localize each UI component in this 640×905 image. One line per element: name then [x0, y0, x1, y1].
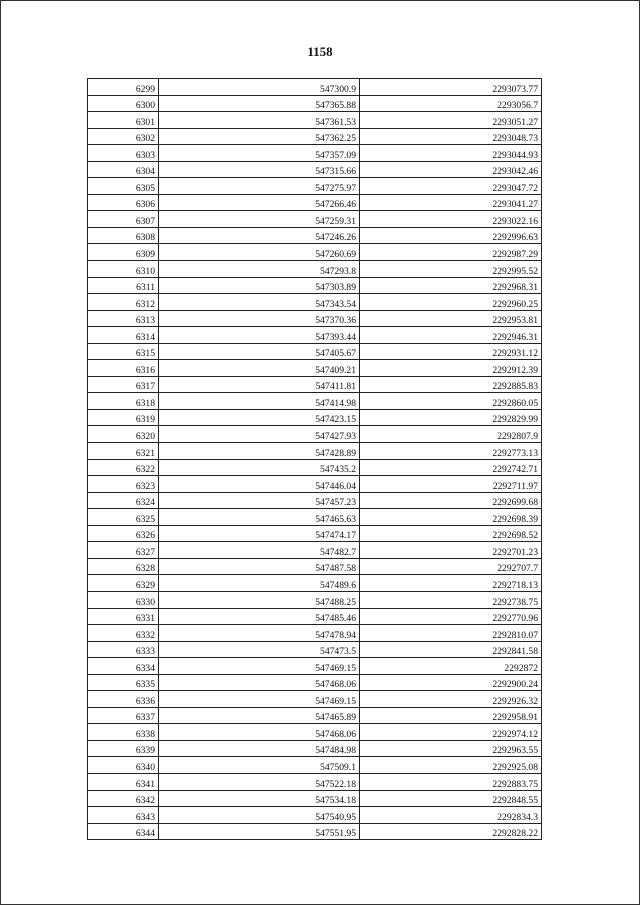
x-coordinate-cell: 547484.98	[159, 740, 360, 757]
point-id-cell: 6328	[88, 558, 159, 575]
table-row	[88, 376, 542, 393]
y-coordinate-cell: 2292773.13	[360, 443, 542, 460]
table-row	[88, 294, 542, 311]
y-coordinate-cell: 2293022.16	[360, 211, 542, 228]
point-id-cell: 6305	[88, 178, 159, 195]
x-coordinate-cell: 547482.7	[159, 542, 360, 559]
y-coordinate-cell: 2292912.39	[360, 360, 542, 377]
x-coordinate-cell: 547266.46	[159, 194, 360, 211]
point-id-cell: 6307	[88, 211, 159, 228]
table-row	[88, 343, 542, 360]
y-coordinate-cell: 2292987.29	[360, 244, 542, 261]
x-coordinate-cell: 547300.9	[159, 79, 360, 96]
table-row	[88, 178, 542, 195]
point-id-cell: 6319	[88, 409, 159, 426]
page-number: 1158	[307, 44, 333, 59]
table-row	[88, 658, 542, 675]
x-coordinate-cell: 547540.95	[159, 807, 360, 824]
y-coordinate-cell: 2292828.22	[360, 823, 542, 840]
point-id-cell: 6327	[88, 542, 159, 559]
table-row	[88, 773, 542, 790]
x-coordinate-cell: 547478.94	[159, 625, 360, 642]
y-coordinate-cell: 2292834.3	[360, 807, 542, 824]
point-id-cell: 6315	[88, 343, 159, 360]
table-row	[88, 459, 542, 476]
point-id-cell: 6337	[88, 707, 159, 724]
x-coordinate-cell: 547411.81	[159, 376, 360, 393]
y-coordinate-cell: 2292996.63	[360, 227, 542, 244]
point-id-cell: 6329	[88, 575, 159, 592]
x-coordinate-cell: 547423.15	[159, 409, 360, 426]
x-coordinate-cell: 547551.95	[159, 823, 360, 840]
x-coordinate-cell: 547485.46	[159, 608, 360, 625]
y-coordinate-cell: 2292829.99	[360, 409, 542, 426]
table-row	[88, 310, 542, 327]
point-id-cell: 6316	[88, 360, 159, 377]
x-coordinate-cell: 547469.15	[159, 658, 360, 675]
point-id-cell: 6324	[88, 492, 159, 509]
table-row	[88, 443, 542, 460]
table-row	[88, 740, 542, 757]
y-coordinate-cell: 2292960.25	[360, 294, 542, 311]
y-coordinate-cell: 2293042.46	[360, 161, 542, 178]
table-row	[88, 327, 542, 344]
y-coordinate-cell: 2292883.75	[360, 773, 542, 790]
y-coordinate-cell: 2292885.83	[360, 376, 542, 393]
x-coordinate-cell: 547468.06	[159, 724, 360, 741]
table-row	[88, 757, 542, 774]
point-id-cell: 6309	[88, 244, 159, 261]
point-id-cell: 6310	[88, 261, 159, 278]
table-row	[88, 128, 542, 145]
point-id-cell: 6334	[88, 658, 159, 675]
table-row	[88, 790, 542, 807]
x-coordinate-cell: 547361.53	[159, 112, 360, 129]
table-row	[88, 112, 542, 129]
x-coordinate-cell: 547246.26	[159, 227, 360, 244]
table-row	[88, 707, 542, 724]
x-coordinate-cell: 547357.09	[159, 145, 360, 162]
point-id-cell: 6308	[88, 227, 159, 244]
point-id-cell: 6325	[88, 509, 159, 526]
x-coordinate-cell: 547435.2	[159, 459, 360, 476]
y-coordinate-cell: 2292931.12	[360, 343, 542, 360]
y-coordinate-cell: 2292711.97	[360, 476, 542, 493]
point-id-cell: 6333	[88, 641, 159, 658]
table-row	[88, 525, 542, 542]
table-row	[88, 724, 542, 741]
y-coordinate-cell: 2293041.27	[360, 194, 542, 211]
table-row	[88, 277, 542, 294]
point-id-cell: 6303	[88, 145, 159, 162]
table-row	[88, 691, 542, 708]
point-id-cell: 6332	[88, 625, 159, 642]
table-row	[88, 261, 542, 278]
y-coordinate-cell: 2292718.13	[360, 575, 542, 592]
y-coordinate-cell: 2293047.72	[360, 178, 542, 195]
x-coordinate-cell: 547315.66	[159, 161, 360, 178]
point-id-cell: 6318	[88, 393, 159, 410]
point-id-cell: 6343	[88, 807, 159, 824]
point-id-cell: 6320	[88, 426, 159, 443]
y-coordinate-cell: 2292807.9	[360, 426, 542, 443]
x-coordinate-cell: 547473.5	[159, 641, 360, 658]
y-coordinate-cell: 2292841.58	[360, 641, 542, 658]
x-coordinate-cell: 547293.8	[159, 261, 360, 278]
x-coordinate-cell: 547427.93	[159, 426, 360, 443]
y-coordinate-cell: 2292698.39	[360, 509, 542, 526]
table-row	[88, 409, 542, 426]
y-coordinate-cell: 2292968.31	[360, 277, 542, 294]
y-coordinate-cell: 2292925.08	[360, 757, 542, 774]
y-coordinate-cell: 2292848.55	[360, 790, 542, 807]
table-row	[88, 360, 542, 377]
x-coordinate-cell: 547414.98	[159, 393, 360, 410]
point-id-cell: 6342	[88, 790, 159, 807]
x-coordinate-cell: 547365.88	[159, 95, 360, 112]
point-id-cell: 6339	[88, 740, 159, 757]
y-coordinate-cell: 2293051.27	[360, 112, 542, 129]
table-row	[88, 509, 542, 526]
x-coordinate-cell: 547474.17	[159, 525, 360, 542]
table-row	[88, 807, 542, 824]
table-row	[88, 95, 542, 112]
x-coordinate-cell: 547405.67	[159, 343, 360, 360]
table-row	[88, 591, 542, 608]
table-row	[88, 641, 542, 658]
x-coordinate-cell: 547393.44	[159, 327, 360, 344]
y-coordinate-cell: 2292872	[360, 658, 542, 675]
table-row	[88, 492, 542, 509]
coordinates-table	[87, 78, 542, 840]
table-row	[88, 194, 542, 211]
point-id-cell: 6338	[88, 724, 159, 741]
point-id-cell: 6326	[88, 525, 159, 542]
x-coordinate-cell: 547489.6	[159, 575, 360, 592]
x-coordinate-cell: 547446.04	[159, 476, 360, 493]
x-coordinate-cell: 547534.18	[159, 790, 360, 807]
point-id-cell: 6314	[88, 327, 159, 344]
y-coordinate-cell: 2292701.23	[360, 542, 542, 559]
table-row	[88, 558, 542, 575]
x-coordinate-cell: 547457.23	[159, 492, 360, 509]
point-id-cell: 6336	[88, 691, 159, 708]
y-coordinate-cell: 2292738.75	[360, 591, 542, 608]
x-coordinate-cell: 547469.15	[159, 691, 360, 708]
table-row	[88, 145, 542, 162]
y-coordinate-cell: 2292958.91	[360, 707, 542, 724]
table-row	[88, 393, 542, 410]
x-coordinate-cell: 547509.1	[159, 757, 360, 774]
point-id-cell: 6300	[88, 95, 159, 112]
point-id-cell: 6321	[88, 443, 159, 460]
point-id-cell: 6299	[88, 79, 159, 96]
table-row	[88, 211, 542, 228]
y-coordinate-cell: 2292953.81	[360, 310, 542, 327]
point-id-cell: 6340	[88, 757, 159, 774]
x-coordinate-cell: 547465.89	[159, 707, 360, 724]
x-coordinate-cell: 547275.97	[159, 178, 360, 195]
y-coordinate-cell: 2292699.68	[360, 492, 542, 509]
point-id-cell: 6312	[88, 294, 159, 311]
table-row	[88, 161, 542, 178]
point-id-cell: 6311	[88, 277, 159, 294]
x-coordinate-cell: 547260.69	[159, 244, 360, 261]
x-coordinate-cell: 547362.25	[159, 128, 360, 145]
x-coordinate-cell: 547488.25	[159, 591, 360, 608]
y-coordinate-cell: 2293048.73	[360, 128, 542, 145]
x-coordinate-cell: 547465.63	[159, 509, 360, 526]
table-row	[88, 426, 542, 443]
y-coordinate-cell: 2293056.7	[360, 95, 542, 112]
y-coordinate-cell: 2292860.05	[360, 393, 542, 410]
y-coordinate-cell: 2293044.93	[360, 145, 542, 162]
y-coordinate-cell: 2292974.12	[360, 724, 542, 741]
point-id-cell: 6317	[88, 376, 159, 393]
point-id-cell: 6302	[88, 128, 159, 145]
point-id-cell: 6341	[88, 773, 159, 790]
y-coordinate-cell: 2292742.71	[360, 459, 542, 476]
table-row	[88, 542, 542, 559]
y-coordinate-cell: 2293073.77	[360, 79, 542, 96]
x-coordinate-cell: 547303.89	[159, 277, 360, 294]
table-row	[88, 823, 542, 840]
y-coordinate-cell: 2292698.52	[360, 525, 542, 542]
point-id-cell: 6306	[88, 194, 159, 211]
coordinates-table-body	[88, 79, 542, 840]
point-id-cell: 6335	[88, 674, 159, 691]
x-coordinate-cell: 547370.36	[159, 310, 360, 327]
y-coordinate-cell: 2292995.52	[360, 261, 542, 278]
x-coordinate-cell: 547428.89	[159, 443, 360, 460]
x-coordinate-cell: 547259.31	[159, 211, 360, 228]
table-row	[88, 608, 542, 625]
table-row	[88, 244, 542, 261]
table-row	[88, 79, 542, 96]
point-id-cell: 6344	[88, 823, 159, 840]
y-coordinate-cell: 2292770.96	[360, 608, 542, 625]
y-coordinate-cell: 2292963.55	[360, 740, 542, 757]
point-id-cell: 6330	[88, 591, 159, 608]
x-coordinate-cell: 547487.58	[159, 558, 360, 575]
table-row	[88, 625, 542, 642]
y-coordinate-cell: 2292707.7	[360, 558, 542, 575]
table-row	[88, 575, 542, 592]
table-row	[88, 227, 542, 244]
x-coordinate-cell: 547468.06	[159, 674, 360, 691]
point-id-cell: 6323	[88, 476, 159, 493]
point-id-cell: 6322	[88, 459, 159, 476]
x-coordinate-cell: 547409.21	[159, 360, 360, 377]
point-id-cell: 6304	[88, 161, 159, 178]
y-coordinate-cell: 2292900.24	[360, 674, 542, 691]
table-row	[88, 674, 542, 691]
point-id-cell: 6331	[88, 608, 159, 625]
x-coordinate-cell: 547522.18	[159, 773, 360, 790]
y-coordinate-cell: 2292926.32	[360, 691, 542, 708]
point-id-cell: 6313	[88, 310, 159, 327]
x-coordinate-cell: 547343.54	[159, 294, 360, 311]
point-id-cell: 6301	[88, 112, 159, 129]
y-coordinate-cell: 2292946.31	[360, 327, 542, 344]
y-coordinate-cell: 2292810.07	[360, 625, 542, 642]
table-row	[88, 476, 542, 493]
